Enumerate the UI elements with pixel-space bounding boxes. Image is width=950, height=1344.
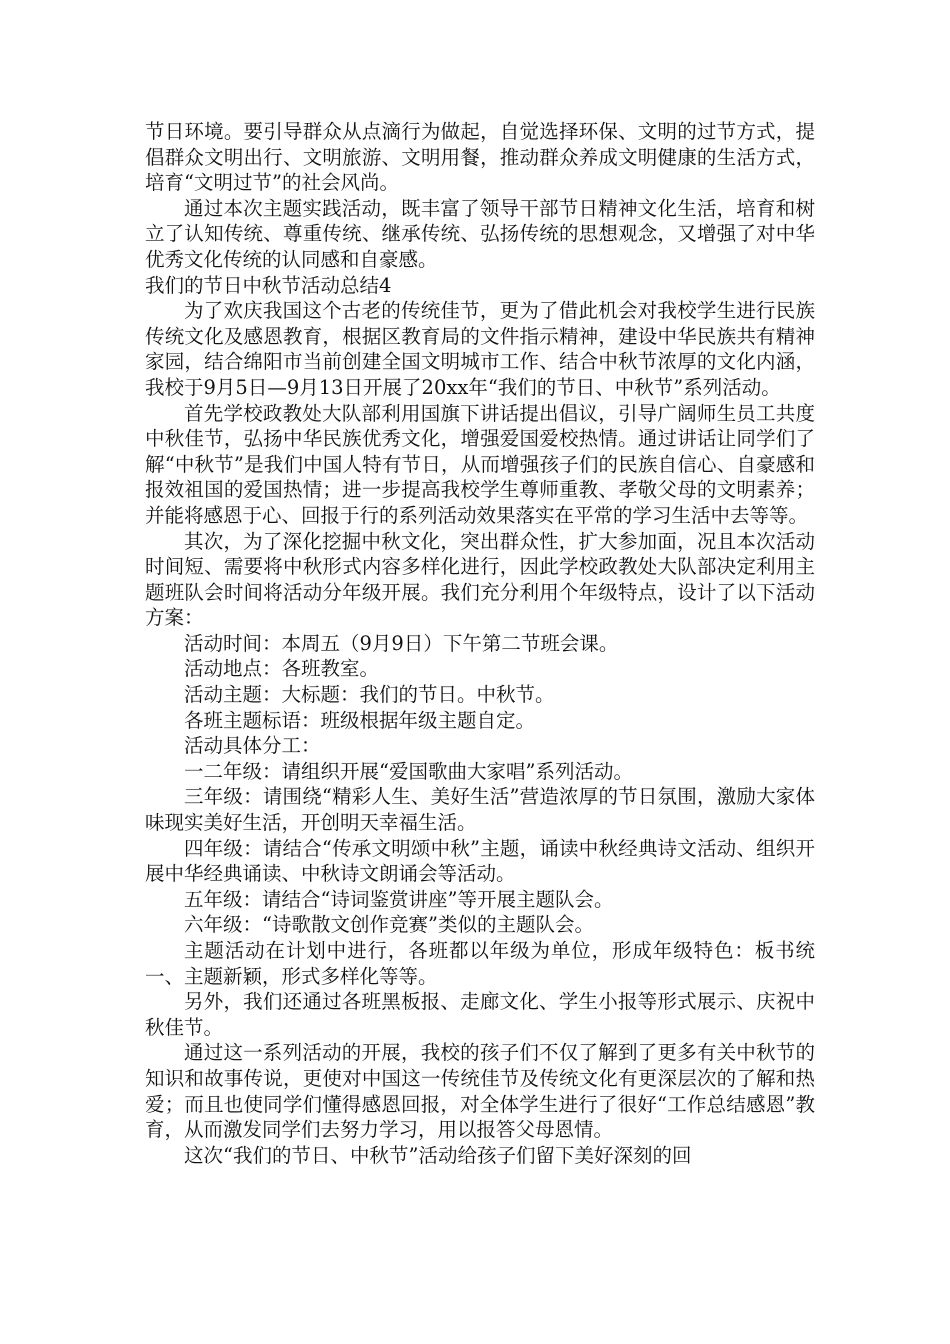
paragraph-17: 另外，我们还通过各班黑板报、走廊文化、学生小报等形式展示、庆祝中秋佳节。 — [145, 990, 815, 1039]
paragraph-1: 通过本次主题实践活动，既丰富了领导干部节日精神文化生活，培育和树立了认知传统、尊重传统、继承传统、弘扬传统的思想观念，又增强了对中华优秀文化传统的认同感和自豪感。 — [145, 196, 815, 271]
grade-6: 六年级：“诗歌散文创作竞赛”类似的主题队会。 — [184, 913, 594, 937]
activity-time: 活动时间：本周五（9月9日）下午第二节班会课。 — [184, 631, 619, 655]
section-heading: 我们的节日中秋节活动总结4 — [145, 273, 392, 297]
paragraph-19: 这次“我们的节日、中秋节”活动给孩子们留下美好深刻的回 — [184, 1143, 692, 1167]
paragraph-4: 首先学校政教处大队部利用国旗下讲话提出倡议，引导广阔师生员工共度中秋佳节，弘扬中华民族优秀文化，增强爱国爱校热情。通过讲话让同学们了解“中秋节”是我们中国人特有节日，从而增强孩子们的民族自信心、自豪感和报效祖国的爱国热情；进一步提高我校学生尊师重教、孝敬父母的文明素养；并能将感恩于心、回报于行的系列活动效果落实在平常的学习生活中去等等。 — [145, 401, 815, 527]
activity-location: 活动地点：各班教室。 — [184, 657, 380, 681]
class-slogan: 各班主题标语：班级根据年级主题自定。 — [184, 708, 536, 732]
grade-3: 三年级：请围绕“精彩人生、美好生活”营造浓厚的节日氛围，激励大家体味现实美好生活，开创明天幸福生活。 — [145, 785, 815, 835]
document-page — [145, 119, 815, 1168]
paragraph-18: 通过这一系列活动的开展，我校的孩子们不仅了解到了更多有关中秋节的知识和故事传说，更使对中国这一传统佳节及传统文化有更深层次的了解和热爱；而且也使同学们懂得感恩回报，对全体学生进行了很好“工作总结感恩”教育，从而激发同学们去努力学习，用以报答父母恩情。 — [145, 1041, 815, 1142]
grade-4: 四年级：请结合“传承文明颂中秋”主题，诵读中秋经典诗文活动、组织开展中华经典诵读、中秋诗文朗诵会等活动。 — [145, 836, 815, 886]
paragraph-16: 主题活动在计划中进行，各班都以年级为单位，形成年级特色：板书统一、主题新颖，形式多样化等等。 — [145, 939, 815, 988]
division-label: 活动具体分工： — [184, 734, 321, 758]
paragraph-3: 为了欢庆我国这个古老的传统佳节，更为了借此机会对我校学生进行民族传统文化及感恩教育，根据区教育局的文件指示精神，建设中华民族共有精神家园，结合绵阳市当前创建全国文明城市工作、结合中秋节浓厚的文化内涵，我校于9月5日—9月13日开展了20xx年“我们的节日、中秋节”系列活动。 — [145, 299, 815, 399]
paragraph-5: 其次，为了深化挖掘中秋文化，突出群众性，扩大参加面，况且本次活动时间短、需要将中秋形式内容多样化进行，因此学校政教处大队部决定利用主题班队会时间将活动分年级开展。我们充分利用个年级特点，设计了以下活动方案： — [145, 529, 815, 630]
grade-1-2: 一二年级：请组织开展“爱国歌曲大家唱”系列活动。 — [184, 759, 633, 783]
paragraph-0: 节日环境。要引导群众从点滴行为做起，自觉选择环保、文明的过节方式，提倡群众文明出行、文明旅游、文明用餐，推动群众养成文明健康的生活方式，培育“文明过节”的社会风尚。 — [145, 120, 815, 195]
grade-5: 五年级：请结合“诗词鉴赏讲座”等开展主题队会。 — [184, 887, 614, 911]
activity-theme: 活动主题：大标题：我们的节日。中秋节。 — [184, 683, 555, 707]
